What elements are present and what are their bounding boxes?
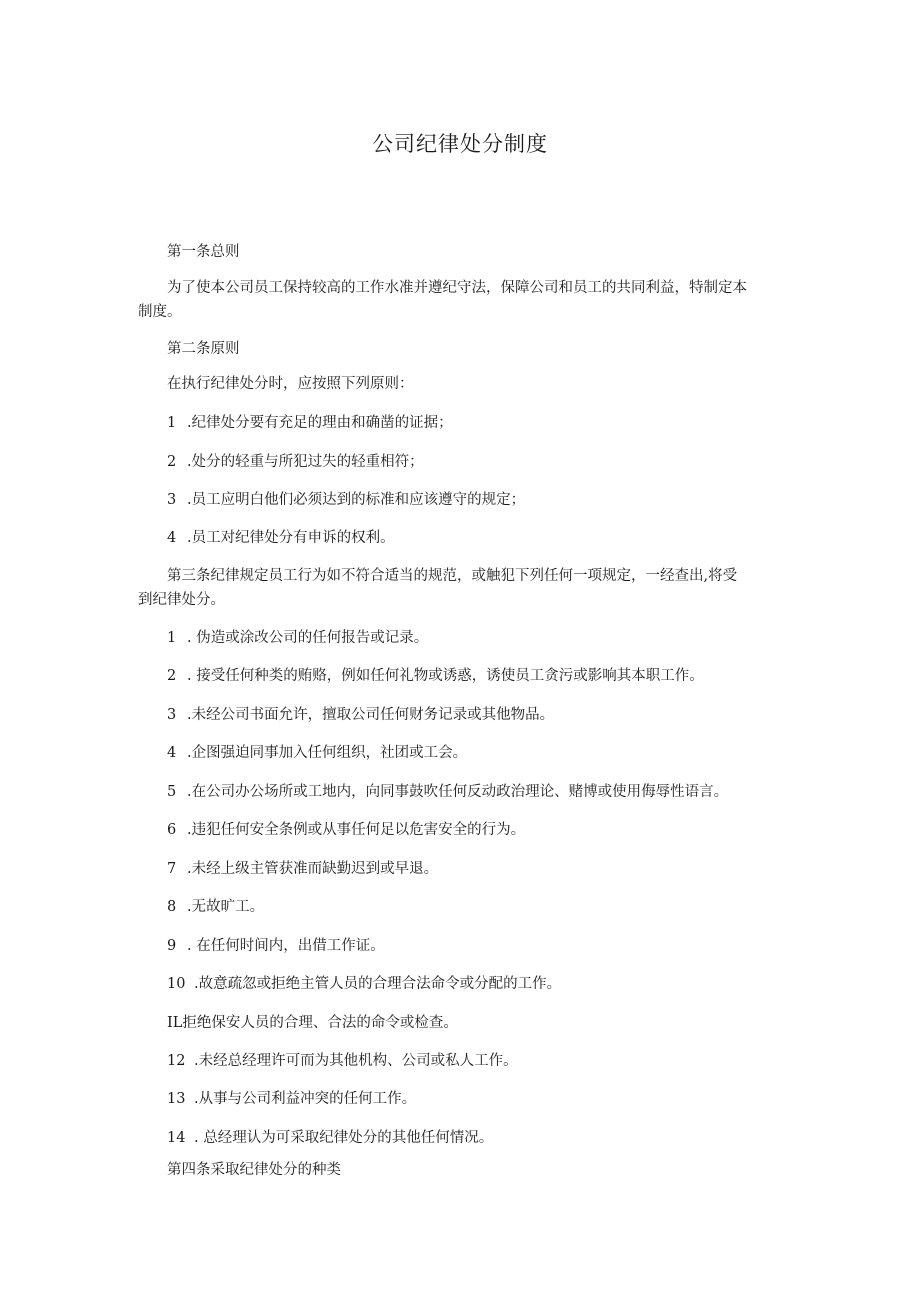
list-item [167, 1050, 518, 1072]
list-item-number: 13 [167, 1091, 186, 1107]
list-item-number: 9 [167, 938, 177, 954]
list-item-text: .企图强迫同事加入任何组织，社团或工会。 [187, 745, 468, 761]
list-item-text: .员工对纪律处分有申诉的权利。 [187, 530, 395, 546]
list-item-number: 4 [167, 530, 177, 546]
list-item-text: .从事与公司利益冲突的任何工作。 [194, 1091, 417, 1107]
list-item [167, 973, 561, 995]
list-item-number: 1 [167, 415, 177, 431]
article-1-body-line-2: 制度。 [138, 304, 182, 320]
article-1-body-line-1: 为了使本公司员工保持较高的工作水准并遵纪守法，保障公司和员工的共同利益，特制定本 [167, 280, 747, 296]
list-item-number: 4 [167, 745, 177, 761]
list-item [167, 819, 525, 841]
list-item-text: .未经上级主管获准而缺勤迟到或早退。 [187, 861, 439, 877]
list-item-text: IL拒绝保安人员的合理、合法的命令或检查。 [167, 1015, 458, 1031]
list-item-text: .故意疏忽或拒绝主管人员的合理合法命令或分配的工作。 [194, 976, 562, 992]
list-item-number: 6 [167, 822, 177, 838]
list-item [167, 1012, 458, 1034]
list-item-text: .在公司办公场所或工地内，向同事鼓吹任何反动政治理论、赌博或使用侮辱性语言。 [187, 784, 729, 800]
list-item [167, 742, 467, 764]
article-2-heading: 第二条原则 [167, 341, 240, 357]
list-item-number: 5 [167, 784, 177, 800]
list-item [167, 896, 264, 918]
list-item-text: .无故旷工。 [187, 899, 265, 915]
list-item-number: 12 [167, 1053, 186, 1069]
list-item [167, 665, 704, 687]
list-item [167, 412, 453, 434]
list-item [167, 704, 554, 726]
list-item-number: 8 [167, 899, 177, 915]
list-item [167, 935, 385, 957]
article-1-heading: 第一条总则 [167, 244, 240, 260]
list-item-text: . 伪造或涂改公司的任何报告或记录。 [187, 630, 429, 646]
article-3-heading-line-2: 到纪律处分。 [138, 592, 225, 608]
list-item-text: . 接受任何种类的贿赂，例如任何礼物或诱惑，诱使员工贪污或影响其本职工作。 [187, 668, 704, 684]
article-4-heading: 第四条采取纪律处分的种类 [167, 1162, 341, 1178]
list-item [167, 527, 395, 549]
list-item-number: 10 [167, 976, 186, 992]
list-item-text: . 总经理认为可采取纪律处分的其他任何情况。 [194, 1130, 494, 1146]
list-item [167, 451, 424, 473]
list-item-number: 2 [167, 454, 177, 470]
list-item [167, 781, 728, 803]
list-item-number: 14 [167, 1130, 186, 1146]
list-item-number: 3 [167, 707, 177, 723]
page-title: 公司纪律处分制度 [372, 132, 548, 156]
list-item [167, 858, 438, 880]
list-item-number: 2 [167, 668, 177, 684]
list-item [167, 627, 428, 649]
list-item [167, 1088, 416, 1110]
list-item-number: 1 [167, 630, 177, 646]
list-item-text: .处分的轻重与所犯过失的轻重相符； [187, 454, 424, 470]
list-item-number: 3 [167, 492, 177, 508]
list-item-text: .未经公司书面允许，擅取公司任何财务记录或其他物品。 [187, 707, 555, 723]
list-item-number: 7 [167, 861, 177, 877]
list-item-text: .纪律处分要有充足的理由和确凿的证据； [187, 415, 453, 431]
list-item [167, 1127, 493, 1149]
list-item-text: .员工应明白他们必须达到的标准和应该遵守的规定； [187, 492, 526, 508]
list-item-text: . 在任何时间内，出借工作证。 [187, 938, 385, 954]
list-item [167, 489, 525, 511]
list-item-text: .违犯任何安全条例或从事任何足以危害安全的行为。 [187, 822, 526, 838]
article-2-intro: 在执行纪律处分时，应按照下列原则： [167, 376, 414, 392]
list-item-text: .未经总经理许可而为其他机构、公司或私人工作。 [194, 1053, 518, 1069]
article-3-heading-line-1: 第三条纪律规定员工行为如不符合适当的规范，或触犯下列任何一项规定，一经查出,将受 [167, 568, 738, 584]
